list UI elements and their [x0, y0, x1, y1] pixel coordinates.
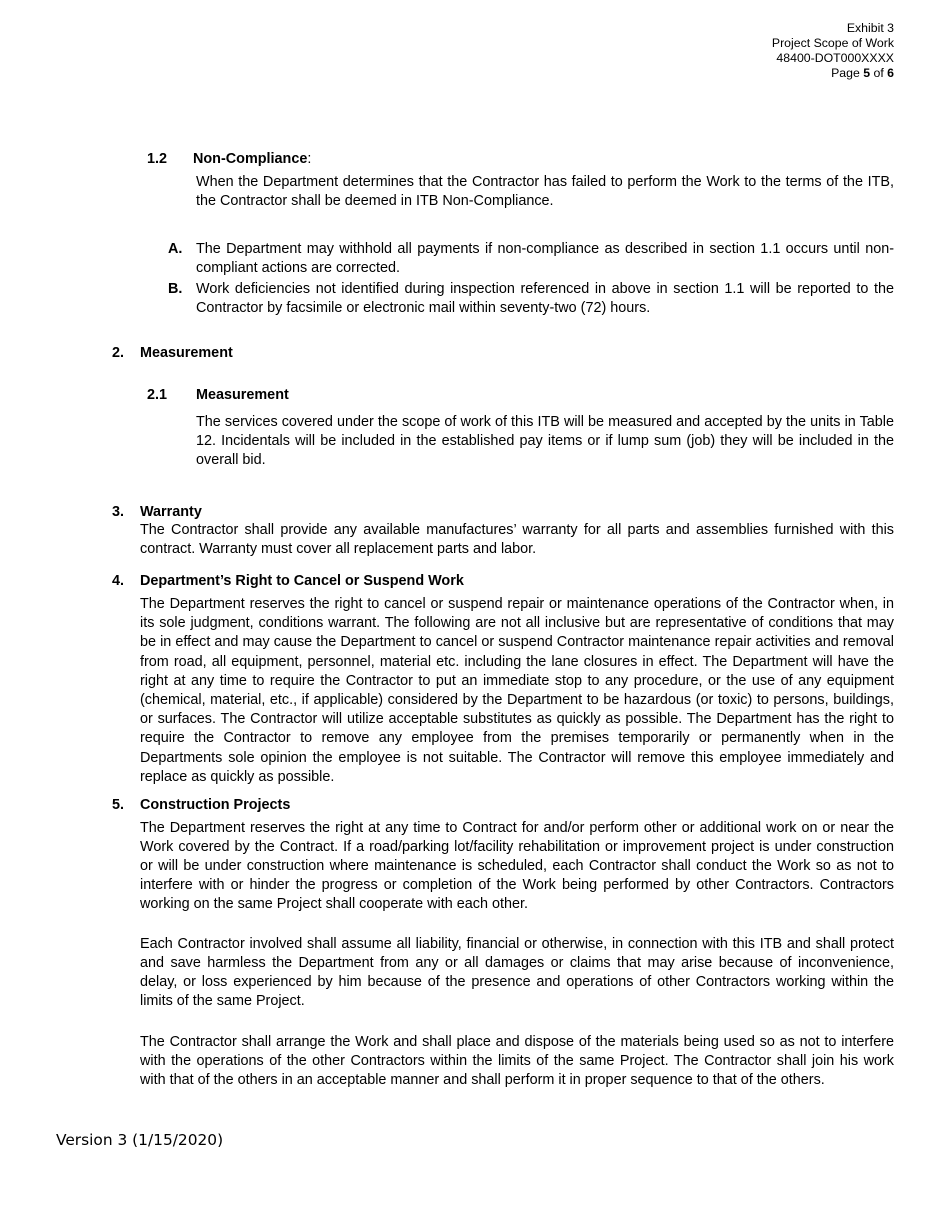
section-5-para-1: The Department reserves the right at any time to Contract for and/or perform other or additional work on or near the Work covered by the Contract. If a road/parking lot/facility rehabilitation or improvement project is under construction or will be under construction where maintenance is scheduled, each Contractor shall conduct the Work so as not to interfere with or hinder the progress or completion of the Work being performed by other Contractors. Contractors working on the same Project shall cooperate with each other.: [140, 820, 894, 912]
header-title: Project Scope of Work: [771, 36, 894, 50]
item-b-text: Work deficiencies not identified during inspection referenced in above in section 1.1 will be reported to the Contractor by facsimile or electronic mail within seventy-two (72) hours.: [196, 281, 894, 316]
page-header: [772, 21, 894, 81]
item-a-label: A.: [168, 241, 183, 257]
header-page-number: Page 5 of 6: [831, 66, 894, 80]
section-4-text: The Department reserves the right to cancel or suspend repair or maintenance operations of the Contractor when, in its sole judgment, conditions warrant. The following are not all inclusive but are representative of conditions that may be in effect and may cause the Department to cancel or suspend Contractor maintenance repair activities and removal from road, all equipment, personnel, material etc. including the lane closures in effect. The Department will have the right at any time to require the Contractor to put an immediate stop to any procedure, or the use of any equipment (chemical, material, etc., if applicable) considered by the Department to be hazardous (or toxic) to persons, buildings, or surfaces. The Contractor will utilize acceptable substitutes as quickly as possible. The Department has the right to require the Contractor to remove any employee from the premises temporarily or permanently when in the Departments sole opinion the employee is not suitable. The Contractor will remove this employee immediately and replace as quickly as possible.: [140, 596, 894, 785]
section-3-number: 3.: [112, 504, 125, 520]
header-doc-number: 48400-DOT000XXXX: [776, 51, 894, 65]
section-2-title: Measurement: [140, 345, 233, 361]
section-1-2-number: 1.2: [147, 151, 168, 167]
item-b-label: B.: [168, 281, 183, 297]
section-4-title: Department’s Right to Cancel or Suspend Work: [140, 573, 464, 589]
section-5-para-2: Each Contractor involved shall assume all liability, financial or otherwise, in connection with this ITB and shall protect and save harmless the Department from any or all damages or claims that may arise because of inconvenience, delay, or loss experienced by him because of the presence and operations of other Contractors working within the limits of the same Project.: [140, 936, 894, 1009]
section-5-title: Construction Projects: [140, 797, 291, 813]
section-3-title: Warranty: [140, 504, 202, 520]
section-4-number: 4.: [112, 573, 125, 589]
section-5-para-3: The Contractor shall arrange the Work and shall place and dispose of the materials being used so as not to interfere with the operations of the other Contractors within the limits of the same Project. The Contractor shall join his work with that of the others in an acceptable manner and shall perform it in proper sequence to that of the others.: [140, 1034, 894, 1088]
item-a-text: The Department may withhold all payments if non-compliance as described in section 1.1 occurs until non-compliant actions are corrected.: [196, 241, 894, 276]
section-2-1-title: Measurement: [196, 387, 289, 403]
footer-version: Version 3 (1/15/2020): [56, 1131, 224, 1149]
section-5-number: 5.: [112, 797, 125, 813]
section-1-2-text: When the Department determines that the Contractor has failed to perform the Work to the terms of the ITB, the Contractor shall be deemed in ITB Non-Compliance.: [196, 174, 894, 209]
section-2-number: 2.: [112, 345, 125, 361]
header-exhibit: Exhibit 3: [846, 21, 894, 35]
section-2-1-number: 2.1: [147, 387, 168, 403]
section-3-text: The Contractor shall provide any available manufactures’ warranty for all parts and assemblies furnished with this contract. Warranty must cover all replacement parts and labor.: [140, 522, 894, 557]
section-1-2-heading: Non-Compliance:: [193, 151, 312, 167]
section-2-1-text: The services covered under the scope of work of this ITB will be measured and accepted by the units in Table 12. Incidentals will be included in the established pay items or if lump sum (job) they will be included in the overall bid.: [196, 414, 894, 468]
